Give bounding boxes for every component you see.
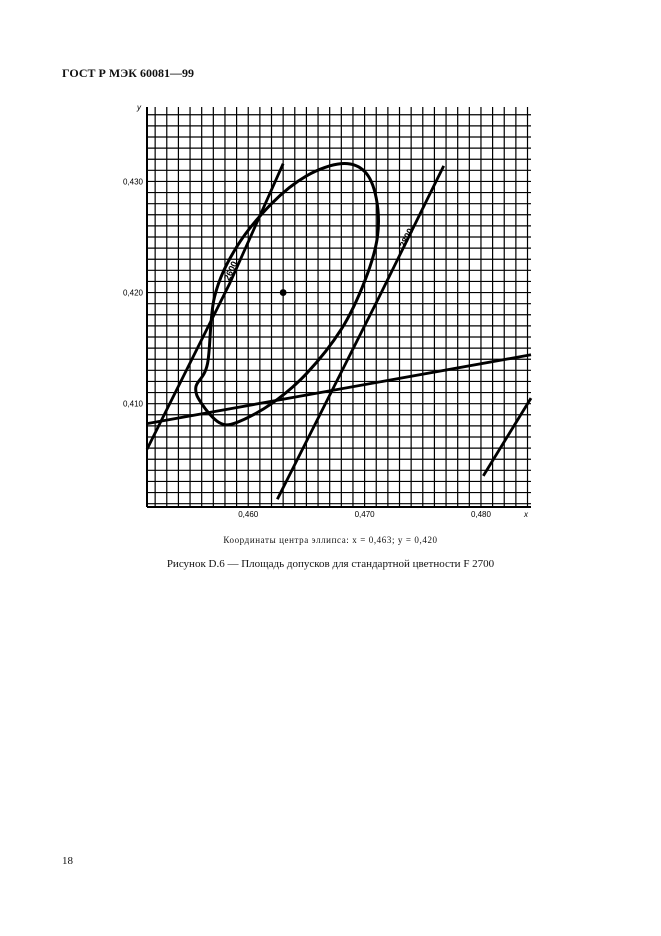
y-axis-label: y [137, 103, 141, 112]
chart-line-2 [277, 166, 443, 499]
series-label-2600: 2600 [221, 259, 240, 283]
chart-curves [147, 164, 531, 500]
page-number: 18 [62, 855, 73, 867]
y-tick-label: 0,410 [122, 399, 143, 409]
ellipse-center-point [280, 289, 287, 296]
x-tick-label: 0,480 [470, 510, 491, 519]
document-title: ГОСТ Р МЭК 60081—99 [62, 66, 194, 80]
x-axis-label: x [524, 510, 528, 519]
figure-caption: Рисунок D.6 — Площадь допусков для стандартной цветности F 2700 [166, 558, 495, 570]
y-tick-label: 0,420 [122, 288, 143, 298]
x-tick-label: 0,470 [354, 510, 375, 519]
x-tick-label: 0,460 [238, 510, 259, 519]
chart-grid [147, 107, 531, 507]
y-tick-label: 0,430 [122, 177, 143, 187]
ellipse-center-caption: Координаты центра эллипса: x = 0,463; y = 0,420 [223, 535, 438, 545]
series-label-2800: 2800 [397, 226, 416, 250]
chart-line-3 [147, 355, 531, 424]
chart-line-1 [147, 164, 283, 450]
